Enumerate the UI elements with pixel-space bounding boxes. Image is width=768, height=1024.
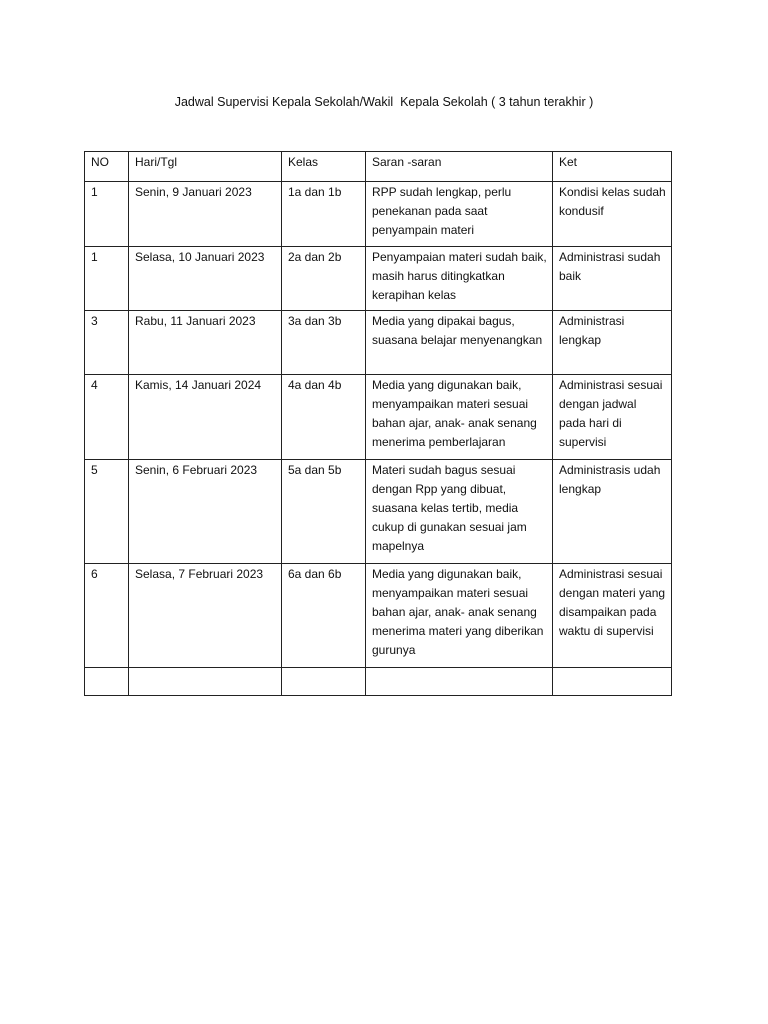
table-row [85,375,672,460]
cell-date: Selasa, 7 Februari 2023 [129,564,282,668]
table-row [85,247,672,311]
cell-saran: Materi sudah bagus sesuai dengan Rpp yang dibuat, suasana kelas tertib, media cukup di gunakan sesuai jam mapelnya [366,460,553,564]
cell-saran: Media yang dipakai bagus, suasana belajar menyenangkan [366,311,553,375]
table-header-row [85,152,672,182]
cell-kelas [282,668,366,696]
cell-ket: Administrasis udah lengkap [553,460,672,564]
header-saran: Saran -saran [366,152,553,182]
cell-date [129,668,282,696]
cell-saran: RPP sudah lengkap, perlu penekanan pada saat penyampain materi [366,182,553,247]
cell-saran: Media yang digunakan baik, menyampaikan materi sesuai bahan ajar, anak- anak senang menerima materi yang diberikan gurunya [366,564,553,668]
cell-kelas: 4a dan 4b [282,375,366,460]
table-row [85,460,672,564]
cell-no: 1 [85,182,129,247]
cell-date: Kamis, 14 Januari 2024 [129,375,282,460]
table-row-empty [85,668,672,696]
cell-kelas: 5a dan 5b [282,460,366,564]
page-title: Jadwal Supervisi Kepala Sekolah/Wakil Kepala Sekolah ( 3 tahun terakhir ) [174,95,594,109]
cell-ket: Administrasi lengkap [553,311,672,375]
header-ket: Ket [553,152,672,182]
cell-kelas: 6a dan 6b [282,564,366,668]
supervision-schedule-table [84,151,672,696]
cell-no [85,668,129,696]
cell-no: 3 [85,311,129,375]
cell-ket: Kondisi kelas sudah kondusif [553,182,672,247]
cell-saran: Penyampaian materi sudah baik, masih harus ditingkatkan kerapihan kelas [366,247,553,311]
cell-kelas: 1a dan 1b [282,182,366,247]
cell-date: Senin, 6 Februari 2023 [129,460,282,564]
cell-ket: Administrasi sesuai dengan jadwal pada hari di supervisi [553,375,672,460]
header-no: NO [85,152,129,182]
cell-no: 5 [85,460,129,564]
cell-ket [553,668,672,696]
cell-ket: Administrasi sudah baik [553,247,672,311]
cell-kelas: 2a dan 2b [282,247,366,311]
header-kelas: Kelas [282,152,366,182]
table-row [85,564,672,668]
cell-date: Selasa, 10 Januari 2023 [129,247,282,311]
cell-date: Rabu, 11 Januari 2023 [129,311,282,375]
cell-no: 1 [85,247,129,311]
cell-date: Senin, 9 Januari 2023 [129,182,282,247]
cell-no: 4 [85,375,129,460]
cell-saran: Media yang digunakan baik, menyampaikan materi sesuai bahan ajar, anak- anak senang menerima pemberlajaran [366,375,553,460]
cell-no: 6 [85,564,129,668]
cell-kelas: 3a dan 3b [282,311,366,375]
cell-ket: Administrasi sesuai dengan materi yang disampaikan pada waktu di supervisi [553,564,672,668]
header-hari-tgl: Hari/Tgl [129,152,282,182]
cell-saran [366,668,553,696]
table-row [85,311,672,375]
table-row [85,182,672,247]
